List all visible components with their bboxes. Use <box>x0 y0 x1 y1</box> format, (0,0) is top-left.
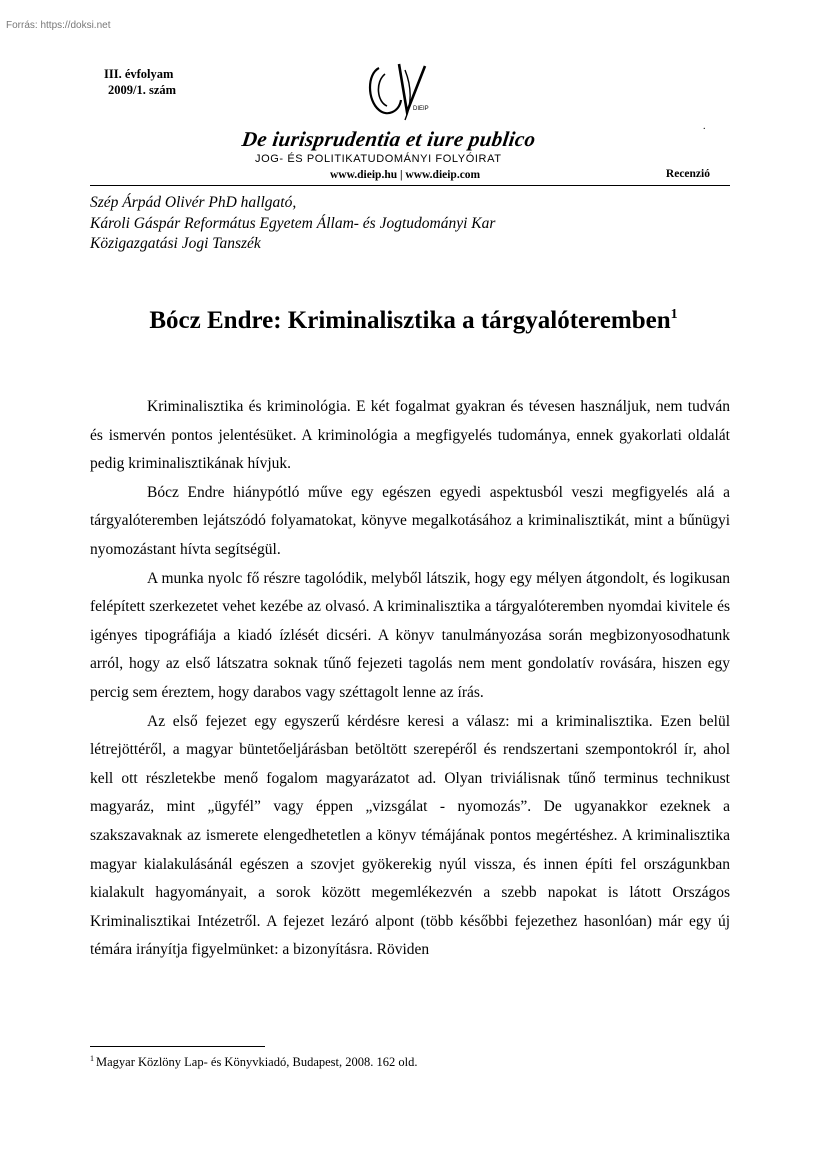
section-label: Recenzió <box>665 168 710 180</box>
title-footnote-ref[interactable]: 1 <box>670 307 678 322</box>
author-university: Károli Gáspár Református Egyetem Állam- és Jogtudományi Kar <box>90 214 496 232</box>
journal-websites[interactable]: www.dieip.hu | www.dieip.com <box>330 169 481 181</box>
journal-logo-icon <box>365 60 445 126</box>
mark-dot: . <box>703 121 706 132</box>
journal-header <box>90 60 728 188</box>
header-rule <box>90 185 730 186</box>
author-name: Szép Árpád Olivér PhD hallgató, <box>90 194 297 211</box>
article-body <box>90 393 730 965</box>
footnote <box>90 1054 417 1070</box>
issue-info <box>104 66 176 98</box>
author-block <box>90 193 495 255</box>
footnote-text: Magyar Közlöny Lap- és Könyvkiadó, Budapest, 2008. 162 old. <box>96 1055 418 1069</box>
journal-tagline: De iurisprudentia et iure publico <box>240 127 538 151</box>
source-label: Forrás: https://doksi.net <box>6 20 111 31</box>
paragraph: Kriminalisztika és kriminológia. E két fogalmat gyakran és tévesen használjuk, nem tudván és ismervén pontos jelentésüket. A kriminológia a megfigyelés tudománya, ennek gyakorlati oldalát pedig kriminalisztikának hívjuk. <box>90 398 730 473</box>
author-department: Közigazgatási Jogi Tanszék <box>90 235 261 252</box>
volume-label: III. évfolyam <box>104 67 174 81</box>
paragraph: Bócz Endre hiánypótló műve egy egészen egyedi aspektusból veszi megfigyelés alá a tárgyalóteremben lejátszódó folyamatokat, könyve megalkotásához a kriminalisztikát, mint a bűnügyi nyomozástant hívta segítségül. <box>90 483 730 558</box>
journal-name: JOG- ÉS POLITIKATUDOMÁNYI FOLYÓIRAT <box>255 153 502 165</box>
paragraph: A munka nyolc fő részre tagolódik, melyből látszik, hogy egy mélyen átgondolt, és logikusan felépített szerkezetet vehet kezébe az olvasó. A kriminalisztika a tárgyalóteremben nyomdai kivitele és igényes tipográfiája a kiadó ízlését dicséri. A könyv tanulmányozása során megbizonyosodhatunk arról, hogy az első látszatra soknak tűnő fejezeti tagolás nem ment gondolatív rovására, hiszen egy percig sem éreztem, hogy darabos vagy széttagolt lenne az írás. <box>90 569 730 701</box>
footnote-divider <box>90 1046 265 1047</box>
paragraph: Az első fejezet egy egyszerű kérdésre keresi a válasz: mi a kriminalisztika. Ezen belül létrejöttéről, a magyar büntetőeljárásban betöltött szerepéről és rendszertani szempontokról ír, ahol kell ott részletekbe menő fogalom magyarázatot ad. Olyan triviálisnak tűnő terminus technikust magyaráz, mint „ügyfél” vagy éppen „vizsgálat - nyomozás”. De ugyanakkor ezeknek a szakszavaknak az ismerete elengedhetetlen a könyv témájának pontos megértéshez. A kriminalisztika magyar kialakulásánál egészen a szovjet gyökerekig nyúl vissza, és innen építi fel országunkban kialakult hagyományait, a sorok között megemlékezvén a szebb napokat is látott Országos Kriminalisztikai Intézetről. A fejezet lezáró alpont (több későbbi fejezethez hasonlóan) már egy új témára irányítja figyelmünket: a bizonyításra. Röviden <box>90 712 730 959</box>
logo-mark: DIEIP <box>413 106 429 112</box>
title-text: Bócz Endre: Kriminalisztika a tárgyalóteremben <box>149 307 671 334</box>
article-title <box>0 307 827 335</box>
issue-label: 2009/1. szám <box>108 83 177 97</box>
footnote-ref: 1 <box>90 1054 94 1063</box>
